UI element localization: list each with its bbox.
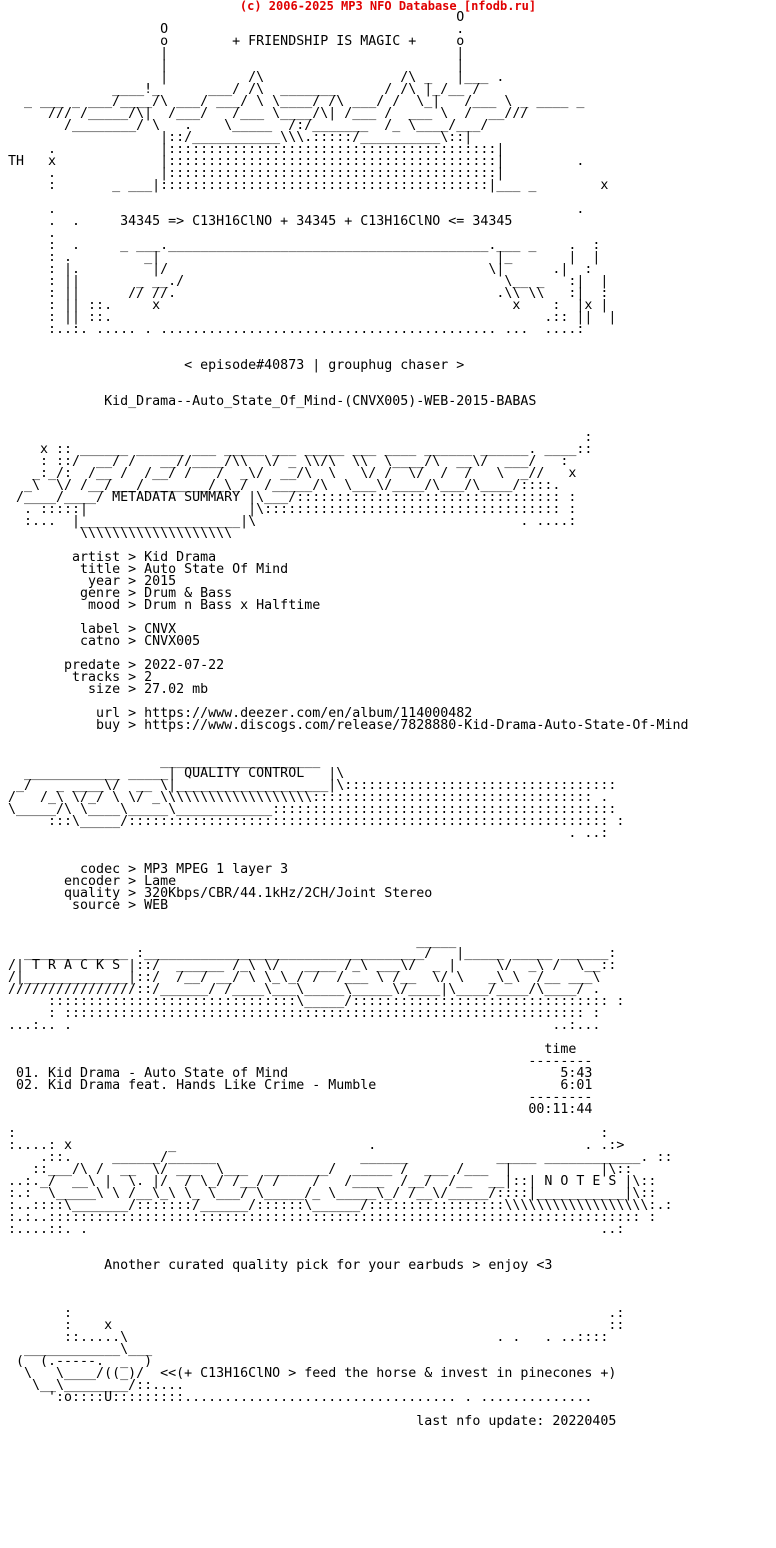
nfo-line: : || ::. .:: || | (8, 310, 617, 325)
nfo-line: :... |____________________|\ . ....: (8, 514, 577, 529)
nfo-line: _____ (8, 934, 457, 949)
nfo-line: |::/___________\\\.:::::/__________\::| (8, 130, 473, 145)
nfo-line: /____/____/ METADATA SUMMARY |\___/::::::::::::::::::::::::::::::::: : (8, 490, 577, 505)
nfo-line: buy > https://www.discogs.com/release/7828880-Kid-Drama-Auto-State-Of-Mind (8, 718, 689, 733)
nfo-line: time (8, 1042, 577, 1057)
nfo-line: / /_\ \/_/ \ \/ _\\\\\\\\\\\\\\\\\\\::::::::::::::::::::::::::::::::::: . (8, 790, 609, 805)
nfo-line (8, 732, 688, 744)
nfo-line: | /\ /\ _ |___ . (8, 70, 505, 85)
nfo-line: _\ \/ /__/___/________/_\_/ /_____/\ \___\/____/\___/\____/::::. (8, 478, 561, 493)
nfo-line: title > Auto State Of Mind (8, 562, 289, 577)
nfo-line: ::___/\ / __ \/ ___ \___ ________/ _____ / ___ /___ | |\:: (8, 1162, 633, 1177)
nfo-line: :::\_____/:::::::::::::::::::::::::::::::::::::::::::::::::::::::::::: : (8, 814, 625, 829)
nfo-line: \__\________/::.... (8, 1378, 185, 1393)
nfo-line: url > https://www.deezer.com/en/album/114000482 (8, 706, 473, 721)
nfo-line: :::::::::::::::::::::::::::::::\_____/:::::::::::::::::::::::::::::::: : (8, 994, 625, 1009)
nfo-line: quality > 320Kbps/CBR/44.1kHz/2CH/Joint Stereo (8, 886, 433, 901)
nfo-line: mood > Drum n Bass x Halftime (8, 598, 321, 613)
nfo-line: source > WEB (8, 898, 169, 913)
nfo-line: : . _| |_ | | (8, 250, 601, 265)
nfo-line: genre > Drum & Bass (8, 586, 233, 601)
nfo-line (8, 1236, 688, 1248)
nfo-line: predate > 2022-07-22 (8, 658, 225, 673)
nfo-line: . |:::::::::::::::::::::::::::::::::::::::::| (8, 142, 505, 157)
nfo-line: year > 2015 (8, 574, 177, 589)
nfo-line: TH x |:::::::::::::::::::::::::::::::::::::::::| . (8, 154, 585, 169)
nfo-line: /________/ \ . \_____ /:/_______ /_ \____/___/ (8, 118, 489, 133)
nfo-line (8, 336, 688, 348)
nfo-line: : ::/ __/ / __//____/\\ \/ _ \\/\ \\ \____/\ __\/ ___/ : (8, 454, 569, 469)
nfo-line: ____________\___ (8, 1342, 153, 1357)
nfo-line: 02. Kid Drama feat. Hands Like Crime - Mumble 6:01 (8, 1078, 593, 1093)
nfo-line: label > CNVX (8, 622, 177, 637)
nfo-line: | | (8, 46, 465, 61)
nfo-line: ':o::::U:::::::::.................................. . .............. (8, 1390, 593, 1405)
nfo-line: /// /_____/\| /___/ /___ \____/\| /___ / ___ \ / __/// (8, 106, 529, 121)
nfo-line: /|_____________|::/ /__/ __/ \ \_\_/ / /___ \ /__ \/ \ _\_\ /__ ___\ (8, 970, 601, 985)
nfo-line: : (8, 430, 593, 445)
site-header: (c) 2006-2025 MP3 NFO Database [nfodb.ru] (239, 0, 537, 13)
nfo-line: _/ _ ____\/ __ \|___________________|\:::::::::::::::::::::::::::::::::: (8, 778, 617, 793)
nfo-line (8, 840, 688, 852)
nfo-line: ..:._/ __\ | \. |/ / \_/ /__/ / / /____ /__/ /__ __|::| N O T E S |\:: (8, 1174, 657, 1189)
nfo-line: _:_/: /__ / /__/ / / _\/ __/\ \ \/ / \/ / / \ _// x (8, 466, 577, 481)
nfo-line: tracks > 2 (8, 670, 153, 685)
nfo-line: ...:.. . ..:... (8, 1018, 601, 1033)
nfo-line: ____!_ ___/ /\ _______ / /\ |_/__ / (8, 82, 481, 97)
nfo-line: : x :: (8, 1318, 625, 1333)
nfo-line: Another curated quality pick for your earbuds > enjoy <3 (8, 1258, 553, 1273)
nfo-line: :....::. . ..: (8, 1222, 625, 1237)
nfo-line: catno > CNVX005 (8, 634, 201, 649)
nfo-line: \\\\\\\\\\\\\\\\\\\ (8, 526, 233, 541)
nfo-line: . . (8, 202, 585, 217)
nfo-line (8, 408, 688, 420)
nfo-line: . |:::::::::::::::::::::::::::::::::::::::::| (8, 166, 505, 181)
nfo-line: O (8, 10, 465, 25)
nfo-line: : : (8, 1126, 609, 1141)
nfo-line: : |. |/ \| .| : (8, 262, 593, 277)
nfo-line: ( (.-----. _ ) (8, 1354, 153, 1369)
nfo-line: 01. Kid Drama - Auto State of Mind 5:43 (8, 1066, 593, 1081)
nfo-line: size > 27.02 mb (8, 682, 209, 697)
nfo-line: ____________________ (8, 754, 321, 769)
nfo-line: \_____/\ \____\_____\____________::::::::::::::::::::::::::::::::::::::::::: (8, 802, 617, 817)
nfo-line: . (8, 226, 57, 241)
nfo-line: -------- (8, 1054, 593, 1069)
nfo-line: 00:11:44 (8, 1102, 593, 1117)
nfo-line: . . 34345 => C13H16ClNO + 34345 + C13H16ClNO <= 34345 (8, 214, 513, 229)
nfo-line (8, 912, 688, 924)
nfo-line: :..:. ..... . .......................................... ... ....: (8, 322, 585, 337)
nfo-line: /| T R A C K S |::/ ______ /_\ \/ ____ /_\ ___\/ _ | \/ _\ / \__:: (8, 958, 617, 973)
nfo-line: O . (8, 22, 465, 37)
nfo-line (8, 1284, 688, 1296)
nfo-line: -------- (8, 1090, 593, 1105)
nfo-line: : || ::. x x : |x | (8, 298, 609, 313)
nfo-line: . :::::| |\::::::::::::::::::::::::::::::::::::: : (8, 502, 577, 517)
nfo-line: : || _ __./ \__ _ :| | (8, 274, 609, 289)
nfo-line: codec > MP3 MPEG 1 layer 3 (8, 862, 289, 877)
nfo-line: < episode#40873 | grouphug chaser > (8, 358, 465, 373)
nfo-line: \ \____/((_)/ <<(+ C13H16ClNO > feed the horse & invest in pinecones +) (8, 1366, 617, 1381)
nfo-line: x :: ______ ______ ___ _____ ___ _____ ___ ____ ______ ______. ____:: (8, 442, 593, 457)
nfo-line: :.: \_____\ \ /__\_\ \_ \___/ \_____/_ \_____\_/ /__\/_____/::::|___________|\:: (8, 1186, 657, 1201)
nfo-line: . ..: (8, 826, 609, 841)
nfo-line (8, 372, 688, 384)
nfo-line: o + FRIENDSHIP IS MAGIC + o (8, 34, 465, 49)
nfo-line: encoder > Lame (8, 874, 177, 889)
nfo-line: ::.....\ . . . ..:::: (8, 1330, 609, 1345)
nfo-line: :....: x _ . . .:> (8, 1138, 625, 1153)
nfo-line: : ::::::::::::::::::::::::::::::::::::::::::::::::::::::::::::::::: : (8, 1006, 601, 1021)
nfo-line: : || // //. .\\ \\ :| : (8, 286, 609, 301)
nfo-line: :.:..:::::::::::::::::::::::::::::::::::::::::::::::::::::::::::::::::::::::::: : (8, 1210, 657, 1225)
nfo-text-block (8, 12, 688, 1428)
nfo-line: : _ ___|:::::::::::::::::::::::::::::::::::::::::|___ _ x (8, 178, 609, 193)
nfo-line: last nfo update: 20220405 (8, 1414, 617, 1429)
nfo-line: :..::::\_______/:::::::/______/::::::\______/:::::::::::::::::\\\\\\\\\\\\\\\\\\:.: (8, 1198, 673, 1213)
nfo-line: _ ___ _ ___/____/\ ___/ ___/ \ \____/ /\ ___/ / \_| /___ \ _ ____ _ (8, 94, 585, 109)
nfo-line: artist > Kid Drama (8, 550, 217, 565)
nfo-line: Kid_Drama--Auto_State_Of_Mind-(CNVX005)-WEB-2015-BABAS (8, 394, 537, 409)
nfo-line (8, 1272, 688, 1284)
nfo-line: ____________ _____| QUALITY CONTROL |\ (8, 766, 345, 781)
nfo-line: .::. ______/______ ______ _____ ____________. :: (8, 1150, 673, 1165)
nfo-line: | | (8, 58, 465, 73)
nfo-line: : . _ ___.________________________________________.___ _ . : (8, 238, 601, 253)
nfo-line: ////////////////::/______/ /____\___\_____\_____\/____|\____/____/\____/ . (8, 982, 601, 997)
nfo-line: : .: (8, 1306, 625, 1321)
nfo-line: _____________ :___________________________________/ |_____ _____ ______: (8, 946, 617, 961)
